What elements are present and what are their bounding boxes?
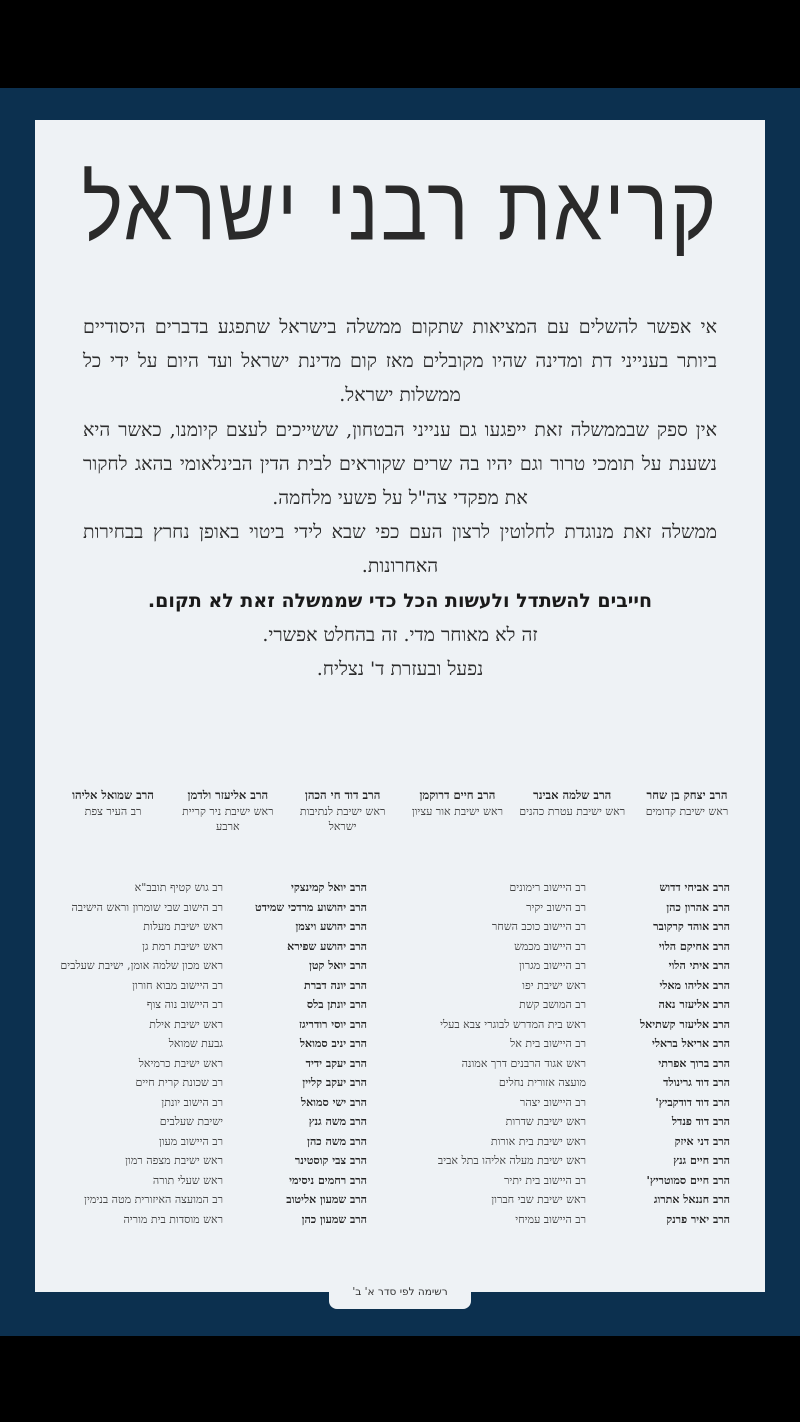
signatory-role: רב היישוב מכמש [514, 939, 586, 953]
head-signatory [57, 788, 169, 834]
head-name: הרב חיים דרוקמן [419, 788, 496, 802]
signatory-name: הרב יואל קטן [309, 959, 367, 972]
signatory-name: הרב אחיקם הלוי [658, 939, 730, 953]
head-name: הרב דוד חי הכהן [304, 788, 381, 802]
signatory-name: הרב יוסי רודריגז [298, 1017, 367, 1031]
paragraph-3: ממשלה זאת מנוגדת לחלוטין לרצון העם כפי שבא לידי ביטוי באופן נחרץ בבחירות האחרונות. [83, 521, 717, 578]
signatory-name: הרב יהושע ויצמן [295, 920, 367, 933]
signatory-role: רב היישוב רימונים [509, 881, 586, 894]
signatory-role: רב היישוב עמיחי [515, 1212, 586, 1226]
signatory-name: הרב יעקב קליין [302, 1076, 367, 1089]
head-role: רב העיר צפת [84, 805, 142, 818]
signatory-role: ראש ישיבת יפו [522, 978, 586, 992]
head-role: ראש ישיבת לנתיבות ישראל [299, 805, 386, 833]
head-role: ראש ישיבת ניר קריית ארבע [182, 805, 274, 833]
signatory-name: הרב אליעזר נאה [658, 998, 730, 1011]
signatory-role: ראש בית המדרש לבוגרי צבא בעלי [440, 1017, 586, 1031]
signatory-role: רב היישוב יצהר [519, 1095, 586, 1109]
signatories-list [53, 878, 730, 1229]
signatory-role: רב היישוב בית אל [510, 1037, 586, 1050]
signatory-role: רב הישוב יקיר [526, 900, 586, 914]
head-name: הרב שלמה אבינר [533, 788, 612, 802]
head-signatories [57, 788, 743, 834]
signatory-name: הרב משה גנץ [308, 1115, 367, 1128]
signatory-name: הרב אוהד קרקובר [653, 920, 730, 933]
signatory-role: רב היישוב מגרון [519, 959, 586, 972]
signatory-role: ראש ישיבת שדרות [505, 1115, 586, 1128]
head-signatory [631, 788, 743, 834]
signatory-name: הרב יניב סמואל [299, 1037, 367, 1050]
closing-line-1: זה לא מאוחר מדי. זה בהחלט אפשרי. [262, 623, 538, 646]
signatory-role: ראש מוסדות בית מוריה [123, 1212, 223, 1226]
head-name: הרב יצחק בן שחר [646, 788, 728, 802]
poster-paper [35, 120, 765, 1292]
poster-title: קריאת רבני ישראל [81, 157, 719, 261]
signatory-role: ראש ישיבת מעלות [143, 920, 223, 933]
signatory-name: הרב דני איזק [674, 1134, 730, 1148]
signatory-role: ראש אגוד הרבנים דרך אמונה [461, 1056, 586, 1070]
signatory-role: ראש ישיבת בית אורות [490, 1134, 586, 1148]
signatory-role: ראש מכון שלמה אומן, ישיבת שעלבים [60, 959, 223, 972]
paragraph-1: אי אפשר להשלים עם המציאות שתקום ממשלה בישראל שתפגע בדברים היסודיים ביותר בענייני דת ומדינה שהיו מקובלים מאז קום מדינת ישראל ועד היום על ידי כל ממשלות ישראל. [83, 316, 717, 407]
signatory-name: הרב שמעון כהן [301, 1212, 367, 1226]
signatory-name: הרב יואל קמינצקי [290, 881, 367, 894]
signatory-name: הרב אריאל בראלי [651, 1037, 730, 1050]
signatory-role: רב הישוב שבי שומרון וראש הישיבה [71, 900, 223, 914]
head-name: הרב שמואל אליהו [72, 788, 154, 802]
head-role: ראש ישיבת עטרת כהנים [519, 805, 626, 818]
signatory-name: הרב אביחי דדוש [659, 881, 730, 894]
signatory-name: הרב יעקב ידיד [305, 1056, 367, 1070]
closing-line-2: נפעל ובעזרת ד' נצליח. [316, 658, 484, 681]
signatory-name: הרב חיים סמוטריץ' [646, 1173, 730, 1187]
head-name: הרב אליעזר ולדמן [187, 788, 269, 802]
signatory-name: הרב יונה דברת [304, 978, 367, 992]
roles-column-left [53, 878, 223, 1229]
names-column-left [255, 878, 367, 1229]
footer-note: רשימה לפי סדר א' ב' [329, 1281, 471, 1309]
head-signatory [516, 788, 628, 834]
signatory-role: רב המושב קשת [519, 998, 586, 1011]
proclamation-body [83, 310, 717, 686]
signatory-name: הרב רחמים ניסימי [289, 1173, 367, 1187]
signatory-name: הרב שמעון אליטוב [286, 1193, 367, 1206]
signatory-name: הרב משה כהן [307, 1134, 367, 1148]
signatory-role: ראש ישיבת אילת [149, 1017, 223, 1031]
signatory-name: הרב יונתן בלס [306, 998, 367, 1011]
signatory-role: ישיבת שעלבים [159, 1115, 223, 1128]
signatory-name: הרב יהושע שפירא [287, 939, 367, 953]
signatory-role: רב היישוב מעון [158, 1134, 223, 1148]
signatory-role: מועצה אזורית נחלים [498, 1076, 586, 1089]
bold-statement: חייבים להשתדל ולעשות הכל כדי שממשלה זאת לא תקום. [147, 589, 653, 612]
signatory-name: הרב דוד פנדל [671, 1115, 730, 1128]
signatory-role: ראש ישיבת כרמיאל [138, 1056, 223, 1070]
signatory-role: רב גוש קטיף תובב"א [134, 881, 223, 894]
signatory-name: הרב אהרון כהן [666, 900, 730, 914]
head-role: ראש ישיבת אור עציון [411, 805, 503, 818]
signatory-role: רב שכונת קרית חיים [135, 1076, 223, 1089]
signatory-name: הרב אליעזר קשתיאל [640, 1017, 730, 1031]
signatory-name: הרב יאיר פרנק [666, 1212, 730, 1226]
signatory-name: הרב ישי סמואל [300, 1095, 367, 1109]
signatory-name: הרב דוד דודקביץ' [655, 1095, 730, 1109]
signatory-name: הרב איתי הלוי [668, 959, 730, 972]
signatory-name: הרב דוד גרינולד [663, 1076, 730, 1089]
signatory-name: הרב יהושוע מרדכי שמידט [255, 900, 367, 914]
signatory-role: ראש ישיבת שבי חברון [491, 1193, 586, 1206]
signatory-role: ראש ישיבת רמת גן [142, 939, 223, 953]
signatory-role: רב היישוב בית יתיר [504, 1173, 586, 1187]
paragraph-2: אין ספק שבממשלה זאת ייפגעו גם ענייני הבטחון, ששייכים לעצם קיומנו, כאשר היא נשענת על תומכי טרור וגם יהיו בה שרים שקוראים לבית הדין הבינלאומי בהאג לחקור את מפקדי צה"ל על פשעי מלחמה. [83, 418, 717, 510]
head-role: ראש ישיבת קדומים [645, 805, 729, 818]
signatory-name: הרב חננאל אתרוג [653, 1193, 730, 1206]
signatory-name: הרב אליהו מאלי [659, 978, 730, 992]
head-signatory [287, 788, 399, 834]
signatory-role: רב היישוב כוכב השחר [491, 920, 586, 933]
signatory-role: רב היישוב נוה צוף [146, 998, 223, 1011]
head-signatory [401, 788, 513, 834]
signatory-role: ראש ישיבת מצפה רמון [125, 1154, 223, 1167]
signatory-role: רב הישוב יונתן [161, 1095, 223, 1109]
signatory-name: הרב ברוך אפרתי [658, 1056, 730, 1070]
signatory-role: ראש שעלי תורה [152, 1173, 223, 1187]
signatory-role: רב היישוב מבוא חורון [132, 978, 223, 992]
names-column-right [635, 878, 730, 1229]
roles-column-right [416, 878, 586, 1229]
signatory-name: הרב צבי קוסטינר [294, 1154, 367, 1167]
signatory-role: רב המועצה האיזורית מטה בנימין [84, 1193, 223, 1206]
signatory-role: גבעת שמואל [168, 1037, 223, 1050]
head-signatory [172, 788, 284, 834]
signatory-name: הרב חיים גנץ [673, 1154, 730, 1167]
signatory-role: ראש ישיבת מעלה אליהו בתל אביב [437, 1154, 586, 1167]
